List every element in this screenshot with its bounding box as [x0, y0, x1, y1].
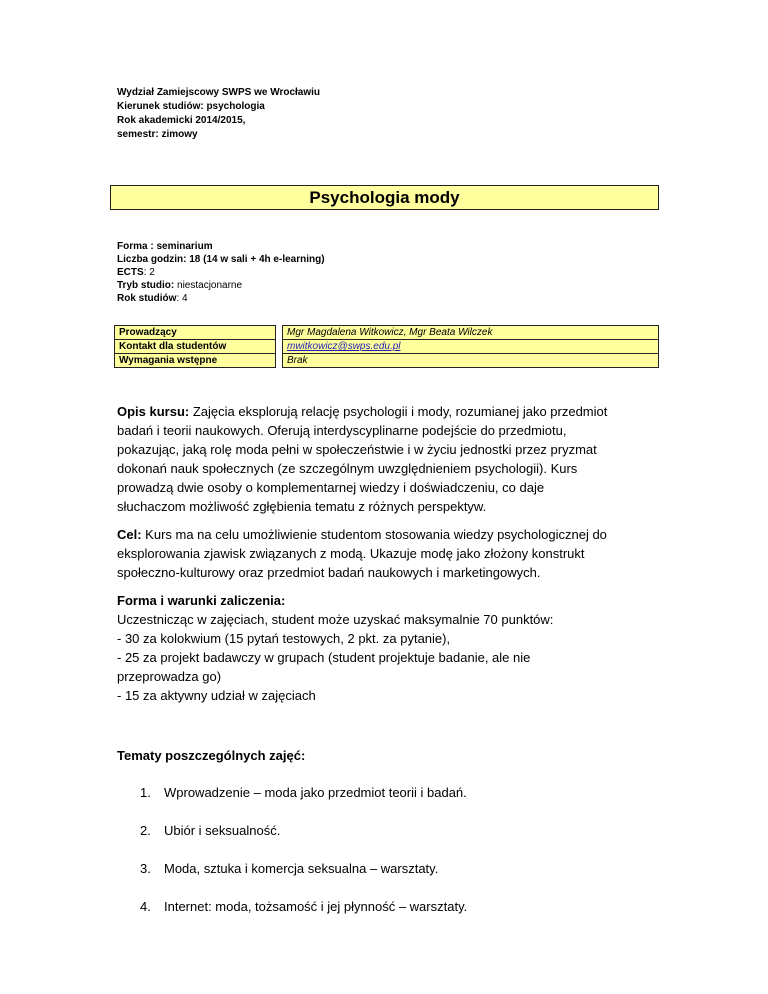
- prerequisites-key: Wymagania wstępne: [115, 354, 276, 368]
- year-label: Rok studiów: [117, 293, 177, 304]
- goal-line: Kurs ma na celu umożliwienie studentom stosowania wiedzy psychologicznej do: [141, 527, 607, 542]
- description-line: prowadzą dwie osoby o komplementarnej wiedzy i doświadczeniu, co daje: [117, 480, 545, 495]
- grading-line: przeprowadza go): [117, 669, 222, 684]
- topic-number: 1.: [140, 785, 151, 800]
- course-description: [117, 402, 655, 516]
- prerequisites-value: Brak: [283, 354, 659, 368]
- ects-value: : 2: [143, 267, 155, 278]
- instructors-key: Prowadzący: [115, 326, 276, 340]
- grading-line: - 25 za projekt badawczy w grupach (student projektuje badanie, ale nie: [117, 650, 531, 665]
- grading-title: Forma i warunki zaliczenia:: [117, 593, 286, 608]
- mode-value: niestacjonarne: [174, 280, 243, 291]
- table-row: [115, 340, 659, 354]
- topic-number: 3.: [140, 861, 151, 876]
- description-line: słuchaczom możliwość zgłębienia tematu z różnych perspektyw.: [117, 499, 487, 514]
- list-item: [140, 821, 280, 840]
- description-line: pokazując, jaką rolę moda pełni w społeczeństwie i w życiu jednostki przez pryzmat: [117, 442, 597, 457]
- description-line: Zajęcia eksplorują relację psychologii i mody, rozumianej jako przedmiot: [189, 404, 608, 419]
- grading-line: Uczestnicząc w zajęciach, student może uzyskać maksymalnie 70 punktów:: [117, 612, 554, 627]
- topic-text: Moda, sztuka i komercja seksualna – warsztaty.: [164, 861, 439, 876]
- list-item: [140, 783, 467, 802]
- topic-text: Internet: moda, tożsamość i jej płynność – warsztaty.: [164, 899, 468, 914]
- table-row: [115, 354, 659, 368]
- instructors-value: Mgr Magdalena Witkowicz, Mgr Beata Wilczek: [283, 326, 659, 340]
- goal-label: Cel:: [117, 527, 142, 542]
- list-item: [140, 859, 438, 878]
- course-meta: [117, 240, 325, 305]
- goal-line: eksplorowania zjawisk związanych z modą. Ukazuje modę jako złożony konstrukt: [117, 546, 585, 561]
- course-title: Psychologia mody: [110, 185, 659, 210]
- topic-number: 4.: [140, 899, 151, 914]
- course-goal: [117, 525, 655, 582]
- description-label: Opis kursu:: [117, 404, 190, 419]
- contact-email-link[interactable]: mwitkowicz@swps.edu.pl: [287, 341, 401, 352]
- goal-line: społeczno-kulturowy oraz przedmiot badań naukowych i marketingowych.: [117, 565, 541, 580]
- ects-label: ECTS: [117, 267, 144, 278]
- table-row: [115, 326, 659, 340]
- form-line: Forma : seminarium: [117, 241, 213, 252]
- year-value: : 4: [176, 293, 188, 304]
- faculty-line: Wydział Zamiejscowy SWPS we Wrocławiu: [117, 87, 321, 98]
- semester-line: semestr: zimowy: [117, 129, 198, 140]
- topics-title: Tematy poszczególnych zajęć:: [117, 748, 306, 763]
- list-item: [140, 897, 467, 916]
- grading-rules: [117, 610, 657, 705]
- field-of-study-line: Kierunek studiów: psychologia: [117, 101, 265, 112]
- topic-number: 2.: [140, 823, 151, 838]
- mode-label: Tryb studio:: [117, 280, 175, 291]
- description-line: dokonań nauk społecznych (ze szczególnym uwzględnieniem psychologii). Kurs: [117, 461, 578, 476]
- hours-line: Liczba godzin: 18 (14 w sali + 4h e-learning): [117, 254, 325, 265]
- description-line: badań i teorii naukowych. Oferują interdyscyplinarne podejście do przedmiotu,: [117, 423, 567, 438]
- contact-key: Kontakt dla studentów: [115, 340, 276, 354]
- document-header: [117, 86, 320, 142]
- academic-year-line: Rok akademicki 2014/2015,: [117, 115, 246, 126]
- info-table: [114, 325, 659, 368]
- topic-text: Wprowadzenie – moda jako przedmiot teorii i badań.: [164, 785, 467, 800]
- grading-line: - 30 za kolokwium (15 pytań testowych, 2 pkt. za pytanie),: [117, 631, 451, 646]
- topic-text: Ubiór i seksualność.: [164, 823, 281, 838]
- grading-line: - 15 za aktywny udział w zajęciach: [117, 688, 316, 703]
